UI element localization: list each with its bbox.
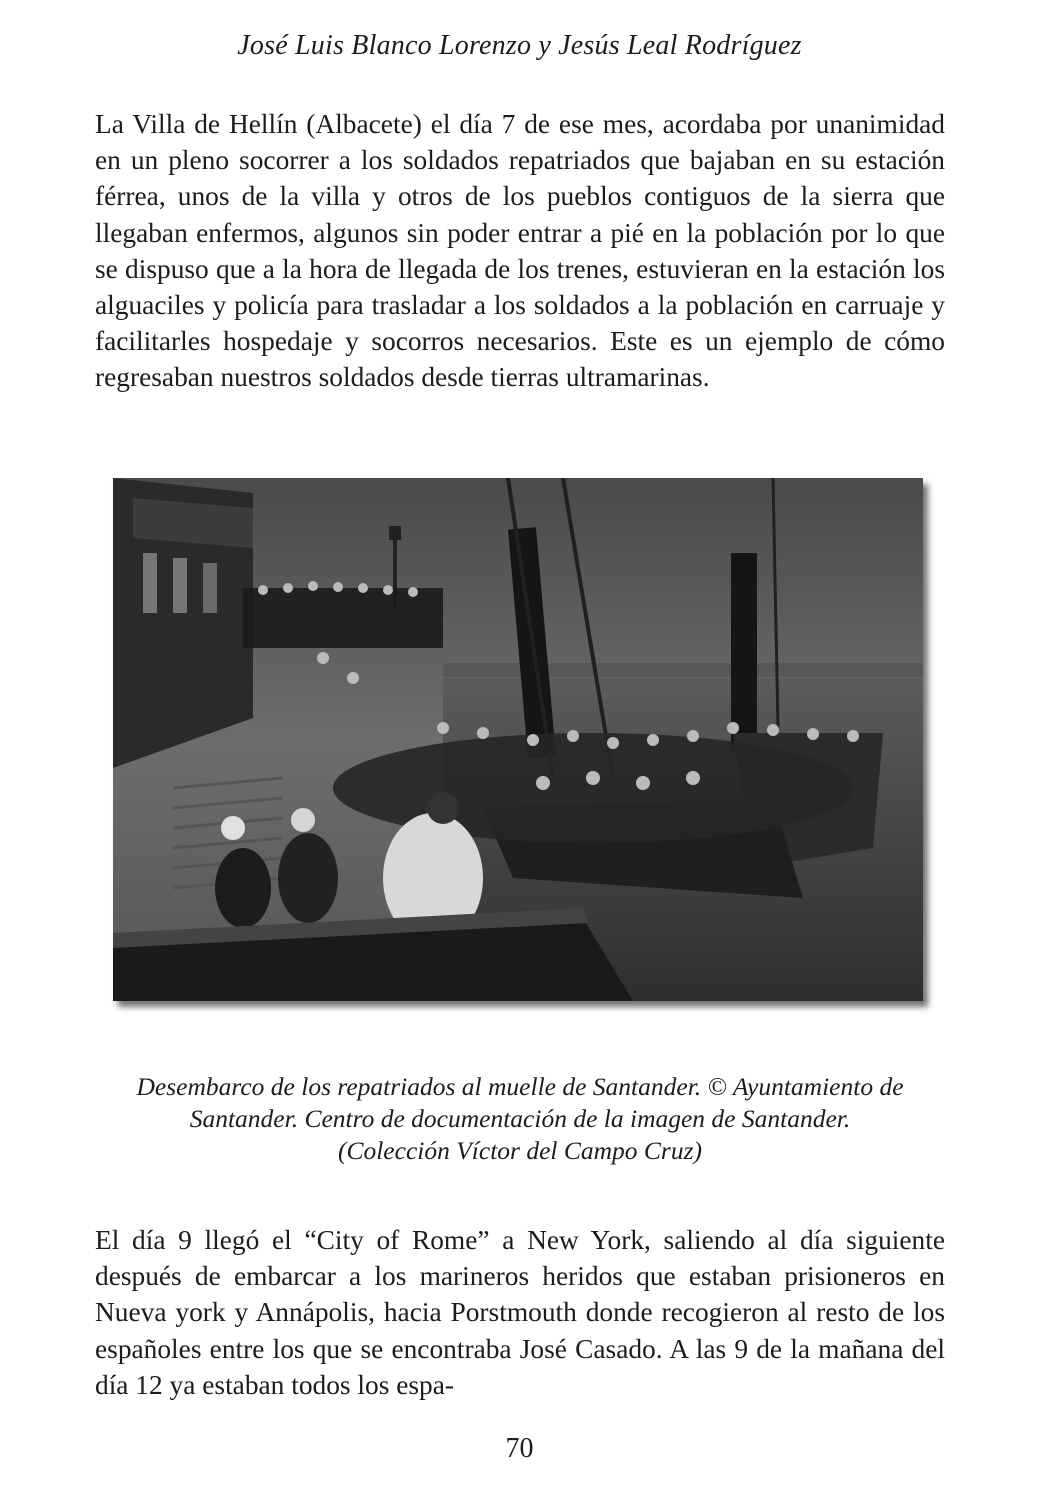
body-paragraph: El día 9 llegó el “City of Rome” a New York, saliendo al día siguiente después de embarcar a los marineros heridos que estaban prisioneros en Nueva york y Annápolis, hacia Porstmouth donde recogieron al resto de los españoles entre los que se encontraba José Casado. A las 9 de la mañana del día 12 ya estaban todos los espa- bbox=[95, 1225, 945, 1400]
page-number: 70 bbox=[505, 1433, 534, 1464]
historical-photo bbox=[113, 478, 923, 1001]
caption-line: (Colección Víctor del Campo Cruz) bbox=[337, 1136, 703, 1165]
running-head: José Luis Blanco Lorenzo y Jesús Leal Rodríguez bbox=[237, 30, 802, 61]
photo-caption bbox=[95, 1071, 945, 1167]
caption-line: Desembarco de los repatriados al muelle de Santander. © Ayuntamiento de bbox=[136, 1072, 904, 1101]
body-paragraph: La Villa de Hellín (Albacete) el día 7 de ese mes, acordaba por unanimidad en un pleno socorrer a los soldados repatriados que bajaban en su estación férrea, unos de la villa y otros de los pueblos contiguos de la sierra que llegaban enfermos, algunos sin poder entrar a pié en la población por lo que se dispuso que a la hora de llegada de los trenes, estuvieran en la estación los alguaciles y policía para trasladar a los soldados a la población en carruaje y facilitarles hospedaje y socorros necesarios. Este es un ejemplo de cómo regresaban nuestros soldados desde tierras ultramarinas. bbox=[95, 109, 945, 393]
caption-line: Santander. Centro de documentación de la imagen de Santander. bbox=[189, 1104, 851, 1133]
